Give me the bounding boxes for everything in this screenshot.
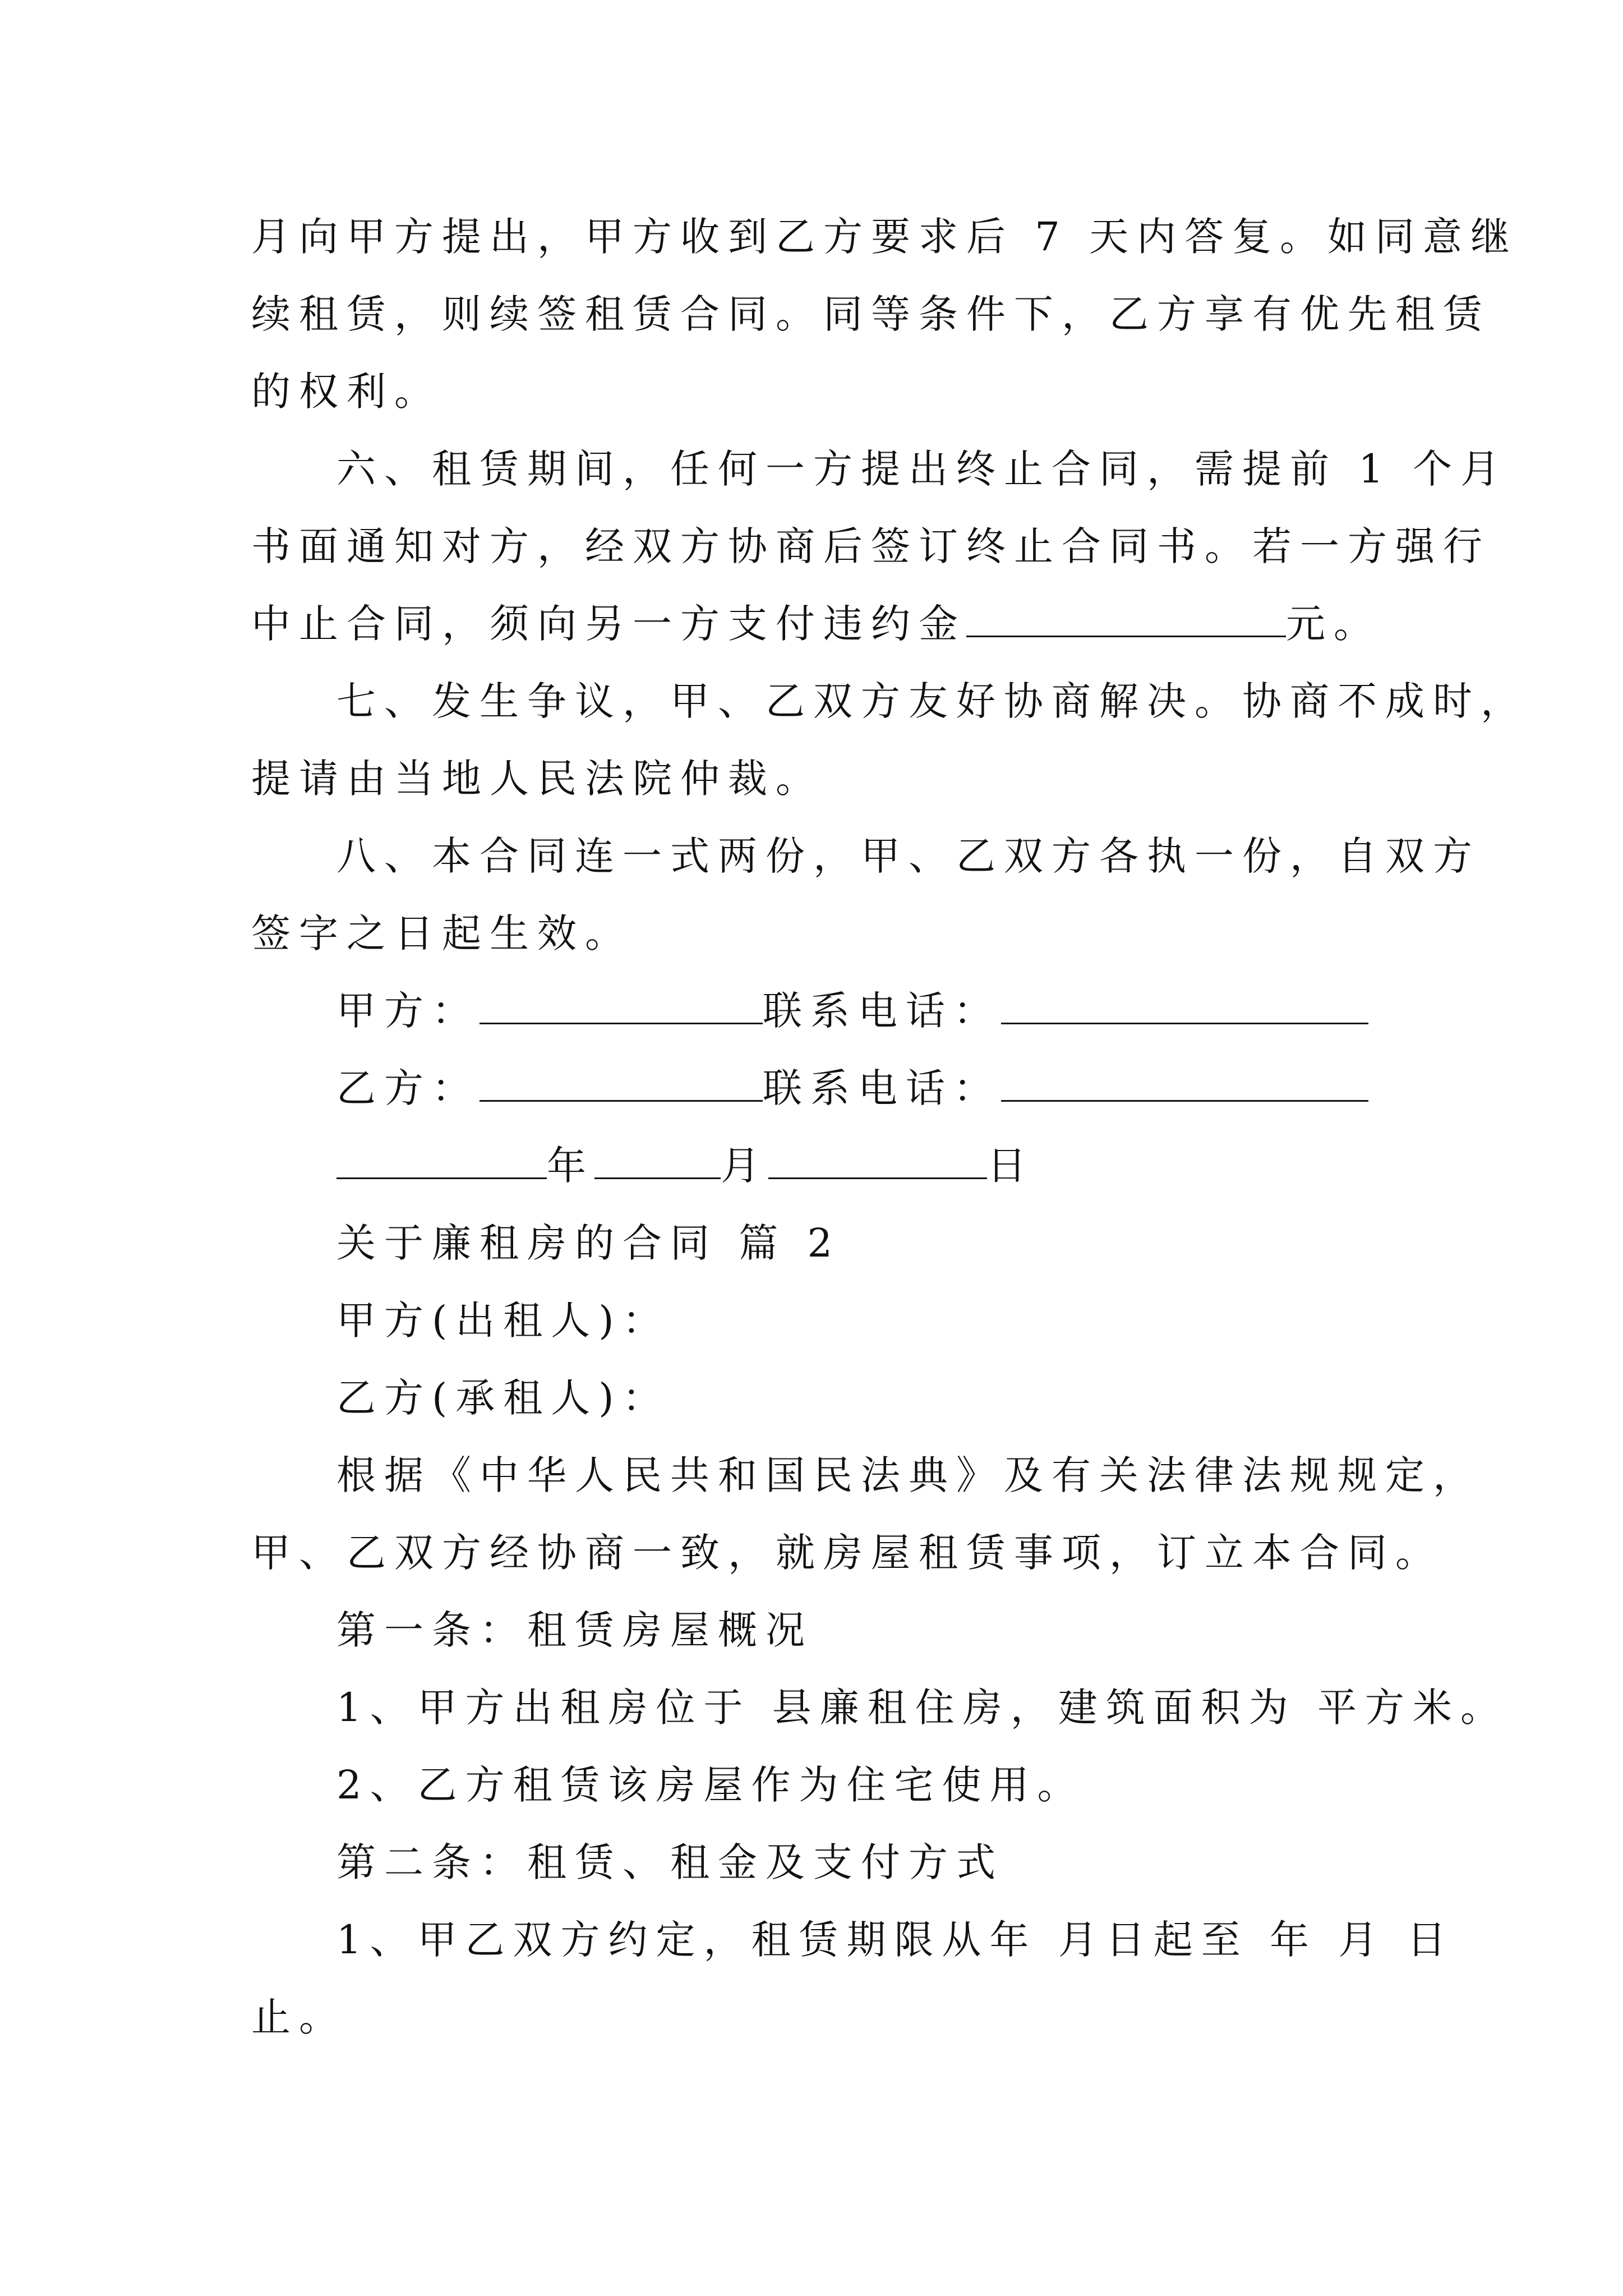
party-a-phone-blank xyxy=(1001,990,1368,1024)
year-blank xyxy=(336,1145,547,1179)
article2-title: 第二条：租赁、租金及支付方式 xyxy=(336,1839,1004,1885)
signature-date xyxy=(336,1143,1035,1188)
penalty-text: 中止合同，须向另一方支付违约金 xyxy=(251,601,966,647)
article1-item: 2、乙方租赁该房屋作为住宅使用。 xyxy=(336,1762,1085,1808)
text-line: 六、租赁期间，任何一方提出终止合同，需提前 1 个月 xyxy=(336,446,1509,492)
article1-title: 第一条：租赁房屋概况 xyxy=(336,1607,813,1653)
penalty-amount-blank xyxy=(966,603,1286,637)
contract2-preamble: 根据《中华人民共和国民法典》及有关法律法规规定， xyxy=(336,1452,1481,1498)
penalty-line xyxy=(251,601,1381,646)
text-line: 书面通知对方，经双方协商后签订终止合同书。若一方强行 xyxy=(251,523,1491,569)
penalty-unit: 元。 xyxy=(1286,601,1381,647)
article1-item: 1、甲方出租房位于 县廉租住房，建筑面积为 平方米。 xyxy=(336,1685,1509,1731)
month-blank xyxy=(594,1145,721,1179)
signature-party-a xyxy=(336,988,1368,1033)
contract2-party-a: 甲方(出租人)： xyxy=(336,1297,670,1343)
text-line: 八、本合同连一式两份，甲、乙双方各执一份，自双方 xyxy=(336,833,1481,879)
month-label: 月 xyxy=(721,1143,768,1189)
phone-label: 联系电话： xyxy=(763,1065,1001,1111)
party-b-name-blank xyxy=(479,1068,763,1102)
contract2-party-b: 乙方(承租人)： xyxy=(336,1375,670,1421)
party-b-phone-blank xyxy=(1001,1068,1368,1102)
text-line: 签字之日起生效。 xyxy=(251,910,633,956)
day-label: 日 xyxy=(987,1143,1035,1189)
text-line: 提请由当地人民法院仲裁。 xyxy=(251,756,823,802)
signature-party-b xyxy=(336,1066,1368,1111)
party-a-name-blank xyxy=(479,990,763,1024)
text-line: 七、发生争议，甲、乙双方友好协商解决。协商不成时， xyxy=(336,678,1528,724)
party-b-label: 乙方： xyxy=(336,1065,479,1111)
article2-item: 1、甲乙双方约定，租赁期限从年 月日起至 年 月 日 xyxy=(336,1917,1455,1963)
year-label: 年 xyxy=(547,1143,594,1189)
text-line: 的权利。 xyxy=(251,369,442,415)
party-a-label: 甲方： xyxy=(336,988,479,1034)
day-blank xyxy=(768,1145,987,1179)
phone-label: 联系电话： xyxy=(763,988,1001,1034)
text-line: 续租赁，则续签租赁合同。同等条件下，乙方享有优先租赁 xyxy=(251,291,1491,337)
contract2-preamble: 甲、乙双方经协商一致，就房屋租赁事项，订立本合同。 xyxy=(251,1530,1443,1576)
text-line: 月向甲方提出，甲方收到乙方要求后 7 天内答复。如同意继 xyxy=(251,214,1519,260)
article2-item: 止。 xyxy=(251,1994,347,2040)
contract2-title: 关于廉租房的合同 篇 2 xyxy=(336,1220,841,1266)
